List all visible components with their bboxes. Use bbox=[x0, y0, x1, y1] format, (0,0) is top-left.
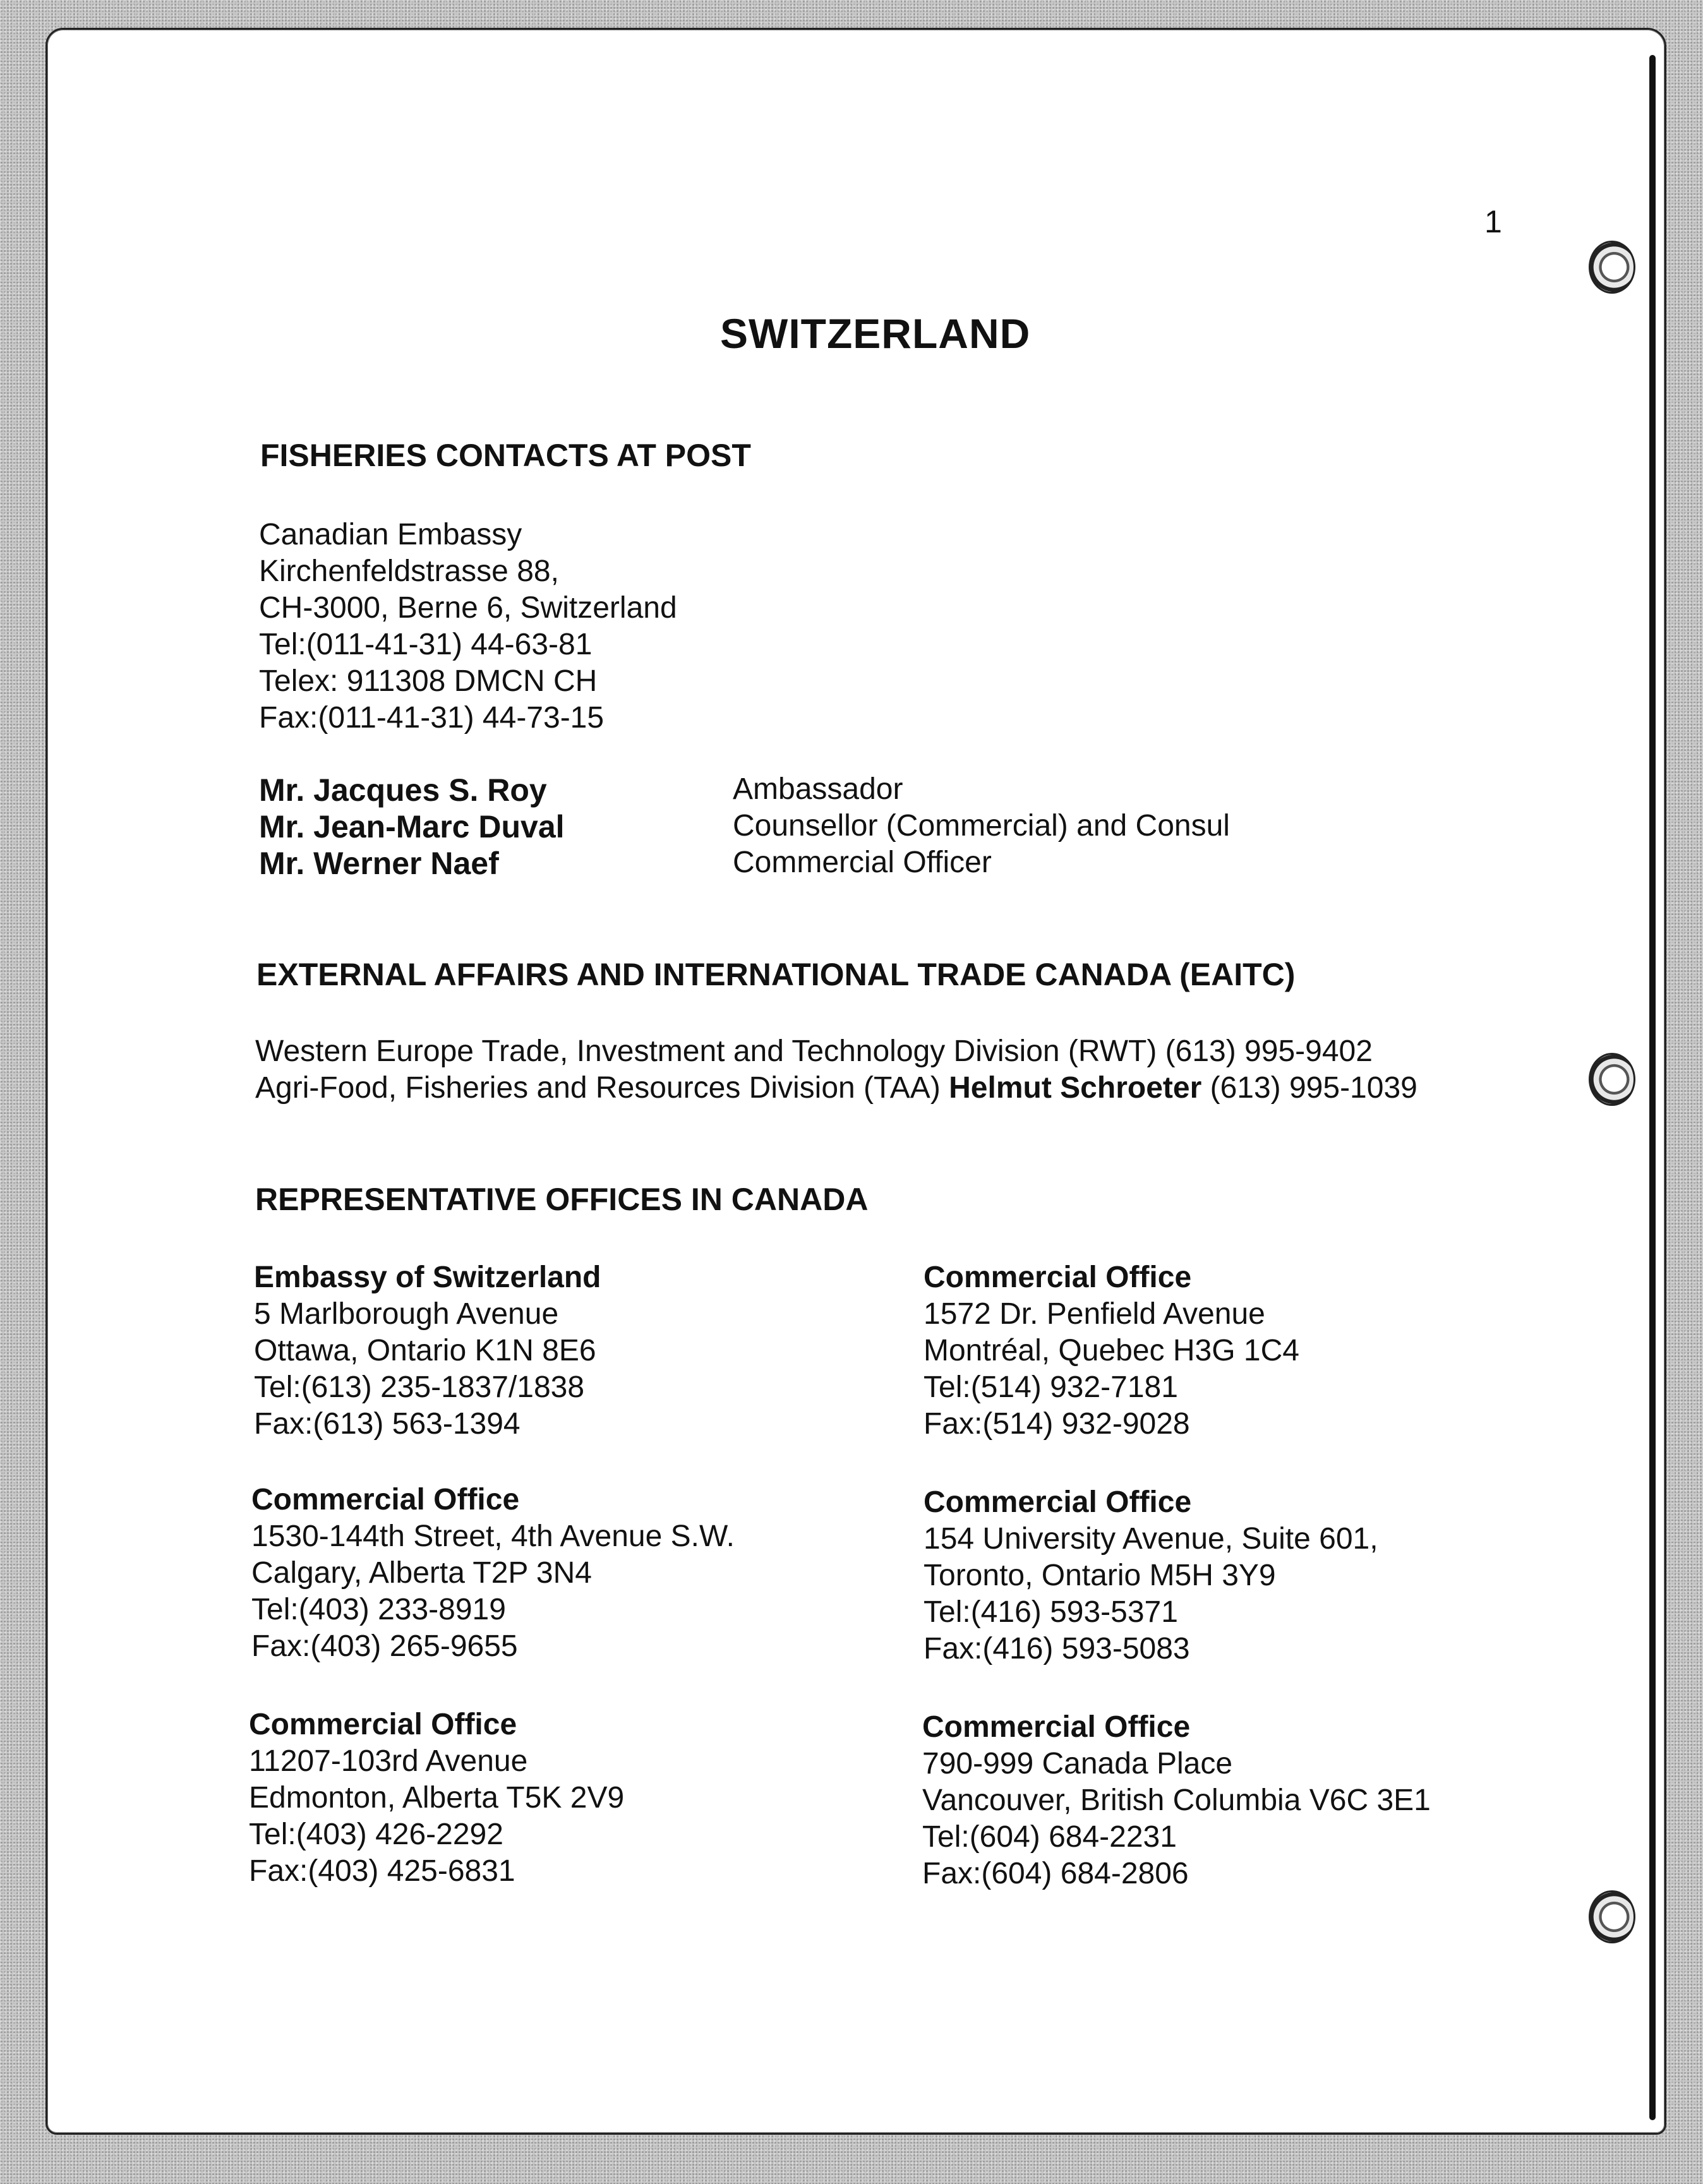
division-line: Western Europe Trade, Investment and Technology Division (RWT) (613) 995-9402 bbox=[255, 1035, 1373, 1068]
office-name: Commercial Office bbox=[924, 1261, 1192, 1294]
office-name: Commercial Office bbox=[922, 1710, 1191, 1744]
address-line: CH-3000, Berne 6, Switzerland bbox=[259, 591, 677, 625]
fisheries-heading: FISHERIES CONTACTS AT POST bbox=[260, 438, 751, 473]
office-card bbox=[249, 1707, 624, 1890]
office-line: Tel:(604) 684-2231 bbox=[922, 1820, 1177, 1854]
telephone-line: Tel:(011-41-31) 44-63-81 bbox=[259, 628, 593, 661]
office-line: Montréal, Quebec H3G 1C4 bbox=[924, 1334, 1299, 1367]
staff-title: Ambassador bbox=[733, 772, 903, 806]
office-name: Commercial Office bbox=[249, 1708, 517, 1741]
contact-name: Helmut Schroeter bbox=[949, 1071, 1202, 1105]
binder-hole-icon bbox=[1589, 241, 1635, 294]
office-line: Edmonton, Alberta T5K 2V9 bbox=[249, 1781, 625, 1815]
office-line: Tel:(403) 233-8919 bbox=[251, 1593, 506, 1626]
office-line: Tel:(416) 593-5371 bbox=[924, 1595, 1178, 1629]
binder-hole-icon bbox=[1589, 1053, 1635, 1106]
fax-line: Fax:(011-41-31) 44-73-15 bbox=[259, 701, 605, 735]
binder-edge bbox=[1649, 55, 1656, 2120]
address-line: Kirchenfeldstrasse 88, bbox=[259, 555, 559, 588]
office-line: Fax:(403) 425-6831 bbox=[249, 1854, 515, 1888]
office-line: Tel:(514) 932-7181 bbox=[924, 1371, 1178, 1404]
office-line: Vancouver, British Columbia V6C 3E1 bbox=[922, 1784, 1431, 1817]
office-line: 1530-144th Street, 4th Avenue S.W. bbox=[251, 1520, 735, 1553]
offices-heading: REPRESENTATIVE OFFICES IN CANADA bbox=[255, 1182, 869, 1217]
division-line bbox=[255, 1070, 1417, 1107]
office-line: Fax:(403) 265-9655 bbox=[251, 1629, 518, 1663]
office-line: Calgary, Alberta T2P 3N4 bbox=[251, 1556, 592, 1590]
office-card bbox=[922, 1709, 1431, 1892]
office-line: 790-999 Canada Place bbox=[922, 1747, 1233, 1780]
embassy-address-block bbox=[259, 517, 677, 736]
staff-name: Mr. Werner Naef bbox=[259, 846, 499, 881]
staff-row bbox=[259, 772, 1333, 808]
office-line: Toronto, Ontario M5H 3Y9 bbox=[924, 1559, 1276, 1592]
office-line: Fax:(613) 563-1394 bbox=[254, 1407, 521, 1441]
staff-title: Counsellor (Commercial) and Consul bbox=[733, 809, 1230, 843]
staff-row bbox=[259, 808, 1333, 845]
office-line: Fax:(416) 593-5083 bbox=[924, 1632, 1190, 1665]
office-card bbox=[924, 1259, 1299, 1443]
office-line: Tel:(613) 235-1837/1838 bbox=[254, 1371, 585, 1404]
office-line: Ottawa, Ontario K1N 8E6 bbox=[254, 1334, 596, 1367]
office-card bbox=[924, 1484, 1378, 1667]
office-line: 1572 Dr. Penfield Avenue bbox=[924, 1297, 1265, 1331]
division-name: Agri-Food, Fisheries and Resources Division (TAA) bbox=[255, 1071, 949, 1105]
office-line: 11207-103rd Avenue bbox=[249, 1744, 528, 1778]
page-number: 1 bbox=[1484, 204, 1502, 239]
eaitc-heading: EXTERNAL AFFAIRS AND INTERNATIONAL TRADE CANADA (EAITC) bbox=[256, 957, 1296, 992]
office-line: Fax:(604) 684-2806 bbox=[922, 1857, 1189, 1890]
office-card bbox=[254, 1259, 601, 1443]
eaitc-contacts bbox=[255, 1033, 1417, 1107]
staff-name: Mr. Jacques S. Roy bbox=[259, 772, 547, 808]
staff-title: Commercial Officer bbox=[733, 846, 992, 879]
page-title: SWITZERLAND bbox=[720, 310, 1031, 357]
binder-hole-icon bbox=[1589, 1890, 1635, 1943]
contact-phone: (613) 995-1039 bbox=[1201, 1071, 1417, 1105]
office-name: Embassy of Switzerland bbox=[254, 1261, 601, 1294]
office-line: 5 Marlborough Avenue bbox=[254, 1297, 559, 1331]
staff-list bbox=[259, 772, 1333, 885]
office-name: Commercial Office bbox=[251, 1483, 520, 1516]
office-card bbox=[251, 1482, 735, 1665]
office-line: Tel:(403) 426-2292 bbox=[249, 1818, 503, 1851]
staff-name: Mr. Jean-Marc Duval bbox=[259, 809, 565, 844]
office-line: 154 University Avenue, Suite 601, bbox=[924, 1522, 1378, 1556]
address-line: Canadian Embassy bbox=[259, 518, 522, 551]
telex-line: Telex: 911308 DMCN CH bbox=[259, 664, 598, 698]
office-line: Fax:(514) 932-9028 bbox=[924, 1407, 1190, 1441]
staff-row bbox=[259, 845, 1333, 882]
office-name: Commercial Office bbox=[924, 1485, 1192, 1519]
